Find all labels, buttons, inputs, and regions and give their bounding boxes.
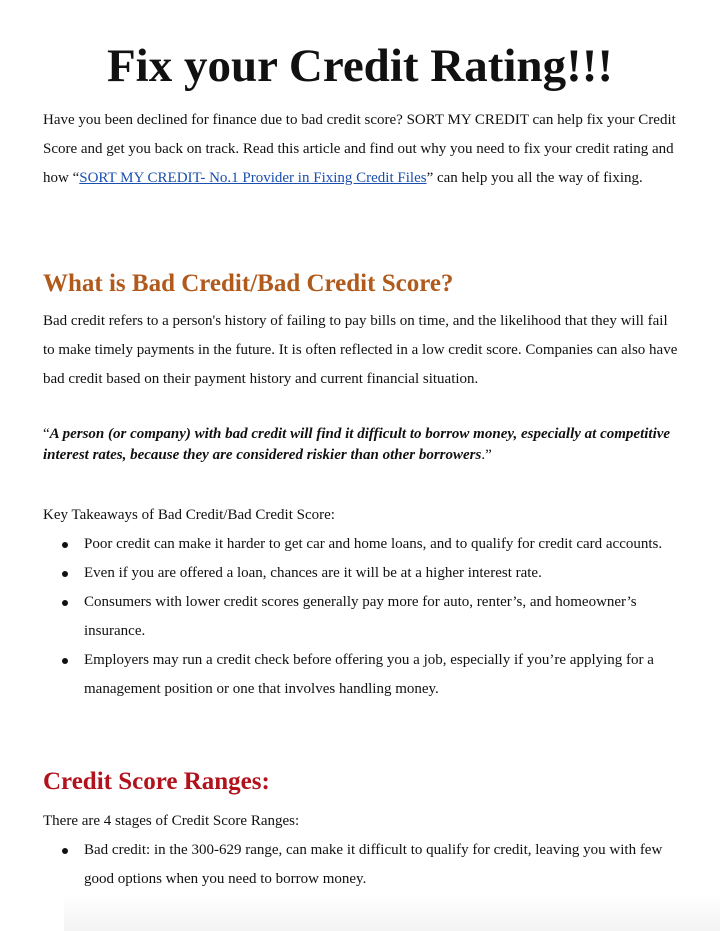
list-item-text: Consumers with lower credit scores generally pay more for auto, renter’s, and homeowner’s insurance. bbox=[84, 594, 637, 639]
bad-credit-heading: What is Bad Credit/Bad Credit Score? bbox=[43, 270, 454, 297]
credit-ranges-list bbox=[43, 836, 683, 894]
provider-link[interactable]: SORT MY CREDIT- No.1 Provider in Fixing Credit Files bbox=[79, 170, 427, 186]
intro-text-after: ” can help you all the way of fixing. bbox=[426, 170, 643, 186]
bullet-dot-icon bbox=[62, 848, 68, 854]
bullet-dot-icon bbox=[62, 658, 68, 664]
takeaways-list bbox=[43, 530, 683, 704]
page-title: Fix your Credit Rating!!! bbox=[106, 40, 614, 92]
list-item-text: Employers may run a credit check before offering you a job, especially if you’re applying for a management position or one that involves handling money. bbox=[84, 652, 654, 697]
bad-credit-description: Bad credit refers to a person's history of failing to pay bills on time, and the likelihood that they will fail to make timely payments in the future. It is often reflected in a low credit score. Companies can also have bad credit based on their payment history and current financial situation. bbox=[43, 313, 678, 387]
takeaways-intro: Key Takeaways of Bad Credit/Bad Credit Score: bbox=[43, 507, 335, 523]
credit-ranges-heading: Credit Score Ranges: bbox=[43, 768, 270, 795]
intro-text-before: Have you been declined for finance due to bad credit score? SORT MY CREDIT can help fix your Credit Score and get you back on track. Read this article and find out why you need to fix your credit rating and how “ bbox=[43, 112, 676, 186]
intro-paragraph bbox=[43, 106, 683, 193]
list-item bbox=[43, 836, 683, 894]
list-item-text: Bad credit: in the 300-629 range, can make it difficult to qualify for credit, leaving you with few good options when you need to borrow money. bbox=[84, 842, 663, 887]
bullet-dot-icon bbox=[62, 600, 68, 606]
page-bottom-shade bbox=[64, 896, 720, 931]
credit-ranges-intro: There are 4 stages of Credit Score Ranges: bbox=[43, 813, 300, 829]
list-item bbox=[43, 588, 683, 646]
quote-close-mark: .” bbox=[481, 447, 492, 463]
quote-open-mark: “ bbox=[43, 426, 50, 442]
list-item bbox=[43, 559, 683, 588]
list-item bbox=[43, 530, 683, 559]
list-item-text: Even if you are offered a loan, chances are it will be at a higher interest rate. bbox=[84, 565, 542, 581]
bad-credit-quote bbox=[43, 424, 683, 466]
bullet-dot-icon bbox=[62, 542, 68, 548]
quote-text: A person (or company) with bad credit will find it difficult to borrow money, especially at competitive interest rates, because they are considered riskier than other borrowers bbox=[43, 426, 671, 463]
bullet-dot-icon bbox=[62, 571, 68, 577]
list-item-text: Poor credit can make it harder to get car and home loans, and to qualify for credit card accounts. bbox=[84, 536, 663, 552]
list-item bbox=[43, 646, 683, 704]
